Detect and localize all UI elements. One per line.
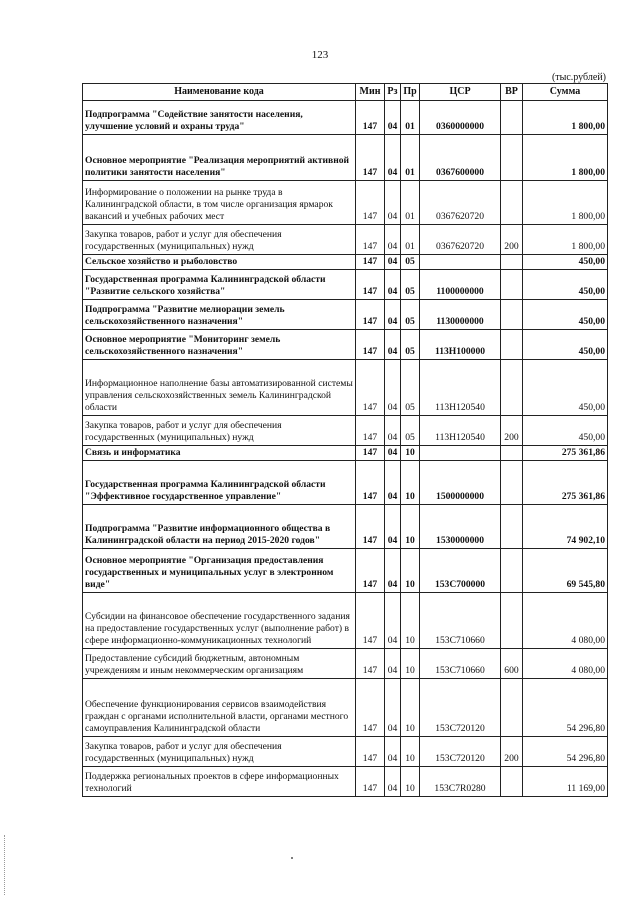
row-name: Информирование о положении на рынке труда в Калининградской области, в том числе организация ярмарок вакансий и учебных рабочих мест xyxy=(83,181,356,225)
table-row xyxy=(83,359,608,415)
row-sum: 1 800,00 xyxy=(523,225,608,255)
row-min: 147 xyxy=(356,445,385,460)
header-min: Мин xyxy=(356,84,385,101)
table-row xyxy=(83,548,608,592)
row-vr: 200 xyxy=(501,736,523,766)
row-vr xyxy=(501,460,523,504)
row-rz: 04 xyxy=(385,101,401,135)
row-sum: 450,00 xyxy=(523,299,608,329)
table-row xyxy=(83,299,608,329)
row-pr: 10 xyxy=(401,678,420,736)
row-min: 147 xyxy=(356,135,385,181)
units-label: (тыс.рублей) xyxy=(551,72,606,83)
row-min: 147 xyxy=(356,181,385,225)
row-sum: 450,00 xyxy=(523,329,608,359)
row-sum: 11 169,00 xyxy=(523,766,608,796)
row-vr xyxy=(501,299,523,329)
row-vr xyxy=(501,181,523,225)
row-sum: 1 800,00 xyxy=(523,181,608,225)
row-rz: 04 xyxy=(385,736,401,766)
row-vr xyxy=(501,255,523,270)
row-name: Государственная программа Калининградской области "Эффективное государственное управление" xyxy=(83,460,356,504)
row-pr: 10 xyxy=(401,445,420,460)
row-name: Основное мероприятие "Реализация мероприятий активной политики занятости населения" xyxy=(83,135,356,181)
row-vr xyxy=(501,504,523,548)
row-min: 147 xyxy=(356,329,385,359)
table-row xyxy=(83,181,608,225)
row-sum: 450,00 xyxy=(523,269,608,299)
row-rz: 04 xyxy=(385,359,401,415)
row-vr xyxy=(501,269,523,299)
row-rz: 04 xyxy=(385,548,401,592)
header-vr: ВР xyxy=(501,84,523,101)
row-vr xyxy=(501,359,523,415)
row-vr: 600 xyxy=(501,648,523,678)
row-rz: 04 xyxy=(385,329,401,359)
row-name: Связь и информатика xyxy=(83,445,356,460)
row-sum: 1 800,00 xyxy=(523,101,608,135)
row-csr: 0367600000 xyxy=(420,135,501,181)
row-rz: 04 xyxy=(385,225,401,255)
table-row xyxy=(83,445,608,460)
table-row xyxy=(83,255,608,270)
row-name: Основное мероприятие "Мониторинг земель сельскохозяйственного назначения" xyxy=(83,329,356,359)
row-min: 147 xyxy=(356,359,385,415)
row-rz: 04 xyxy=(385,445,401,460)
row-rz: 04 xyxy=(385,269,401,299)
row-min: 147 xyxy=(356,648,385,678)
row-rz: 04 xyxy=(385,678,401,736)
row-min: 147 xyxy=(356,299,385,329)
row-min: 147 xyxy=(356,269,385,299)
row-vr xyxy=(501,678,523,736)
row-pr: 05 xyxy=(401,299,420,329)
row-rz: 04 xyxy=(385,255,401,270)
row-name: Подпрограмма "Развитие мелиорации земель сельскохозяйственного назначения" xyxy=(83,299,356,329)
table-row xyxy=(83,135,608,181)
row-name: Закупка товаров, работ и услуг для обеспечения государственных (муниципальных) нужд xyxy=(83,225,356,255)
row-csr: 153С7R0280 xyxy=(420,766,501,796)
row-csr: 0360000000 xyxy=(420,101,501,135)
row-min: 147 xyxy=(356,592,385,648)
row-csr: 1500000000 xyxy=(420,460,501,504)
row-pr: 01 xyxy=(401,101,420,135)
row-csr: 153С710660 xyxy=(420,592,501,648)
row-pr: 10 xyxy=(401,460,420,504)
row-name: Предоставление субсидий бюджетным, автономным учреждениям и иным некоммерческим организациям xyxy=(83,648,356,678)
row-rz: 04 xyxy=(385,592,401,648)
table-row xyxy=(83,101,608,135)
row-csr: 153С720120 xyxy=(420,736,501,766)
row-csr: 1100000000 xyxy=(420,269,501,299)
row-pr: 10 xyxy=(401,766,420,796)
header-csr: ЦСР xyxy=(420,84,501,101)
row-pr: 10 xyxy=(401,648,420,678)
row-name: Информационное наполнение базы автоматизированной системы управления сельскохозяйственных земель Калининградской области xyxy=(83,359,356,415)
row-name: Основное мероприятие "Организация предоставления государственных и муниципальных услуг в электронном виде" xyxy=(83,548,356,592)
row-csr: 153С710660 xyxy=(420,648,501,678)
row-csr: 153С720120 xyxy=(420,678,501,736)
row-sum: 450,00 xyxy=(523,415,608,445)
row-min: 147 xyxy=(356,255,385,270)
row-csr: 113Н120540 xyxy=(420,415,501,445)
row-vr xyxy=(501,101,523,135)
row-csr: 113Н120540 xyxy=(420,359,501,415)
row-min: 147 xyxy=(356,736,385,766)
row-vr xyxy=(501,592,523,648)
row-min: 147 xyxy=(356,415,385,445)
row-pr: 10 xyxy=(401,504,420,548)
row-pr: 10 xyxy=(401,592,420,648)
row-min: 147 xyxy=(356,460,385,504)
table-row xyxy=(83,504,608,548)
row-min: 147 xyxy=(356,504,385,548)
row-pr: 01 xyxy=(401,225,420,255)
row-pr: 05 xyxy=(401,329,420,359)
row-rz: 04 xyxy=(385,766,401,796)
row-vr: 200 xyxy=(501,225,523,255)
row-sum: 69 545,80 xyxy=(523,548,608,592)
row-sum: 54 296,80 xyxy=(523,678,608,736)
row-vr xyxy=(501,766,523,796)
row-min: 147 xyxy=(356,678,385,736)
row-rz: 04 xyxy=(385,415,401,445)
row-min: 147 xyxy=(356,225,385,255)
header-name: Наименование кода xyxy=(83,84,356,101)
row-min: 147 xyxy=(356,766,385,796)
row-sum: 4 080,00 xyxy=(523,592,608,648)
table-row xyxy=(83,415,608,445)
row-rz: 04 xyxy=(385,181,401,225)
page-number: 123 xyxy=(311,49,329,61)
row-rz: 04 xyxy=(385,504,401,548)
row-csr: 1130000000 xyxy=(420,299,501,329)
row-pr: 05 xyxy=(401,269,420,299)
row-rz: 04 xyxy=(385,460,401,504)
row-name: Субсидии на финансовое обеспечение государственного задания на предоставление государственных услуг (выполнение работ) в сфере информационно-коммуникационных технологий xyxy=(83,592,356,648)
table-row xyxy=(83,329,608,359)
table-row xyxy=(83,269,608,299)
row-csr: 0367620720 xyxy=(420,225,501,255)
budget-table xyxy=(82,83,608,797)
row-min: 147 xyxy=(356,548,385,592)
row-csr: 113Н100000 xyxy=(420,329,501,359)
row-vr xyxy=(501,329,523,359)
row-sum: 4 080,00 xyxy=(523,648,608,678)
table-row xyxy=(83,678,608,736)
row-sum: 275 361,86 xyxy=(523,460,608,504)
row-rz: 04 xyxy=(385,648,401,678)
scan-edge-marks xyxy=(4,835,8,895)
row-pr: 05 xyxy=(401,359,420,415)
row-min: 147 xyxy=(356,101,385,135)
row-vr xyxy=(501,135,523,181)
row-rz: 04 xyxy=(385,135,401,181)
row-rz: 04 xyxy=(385,299,401,329)
row-name: Подпрограмма "Развитие информационного общества в Калининградской области на период 2015-2020 годов" xyxy=(83,504,356,548)
row-name: Поддержка региональных проектов в сфере информационных технологий xyxy=(83,766,356,796)
row-name: Закупка товаров, работ и услуг для обеспечения государственных (муниципальных) нужд xyxy=(83,736,356,766)
table-row xyxy=(83,766,608,796)
row-csr xyxy=(420,255,501,270)
row-pr: 10 xyxy=(401,548,420,592)
row-name: Подпрограмма "Содействие занятости населения, улучшение условий и охраны труда" xyxy=(83,101,356,135)
header-pr: Пр xyxy=(401,84,420,101)
table-row xyxy=(83,460,608,504)
row-vr xyxy=(501,445,523,460)
row-pr: 10 xyxy=(401,736,420,766)
table-header xyxy=(83,84,608,101)
row-csr xyxy=(420,445,501,460)
table-row xyxy=(83,592,608,648)
row-sum: 1 800,00 xyxy=(523,135,608,181)
row-sum: 74 902,10 xyxy=(523,504,608,548)
row-csr: 153С700000 xyxy=(420,548,501,592)
row-name: Сельское хозяйство и рыболовство xyxy=(83,255,356,270)
row-vr: 200 xyxy=(501,415,523,445)
scan-dot xyxy=(291,857,293,859)
row-sum: 275 361,86 xyxy=(523,445,608,460)
row-name: Обеспечение функционирования сервисов взаимодействия граждан с органами исполнительной власти, органами местного самоуправления Калининградской области xyxy=(83,678,356,736)
row-name: Закупка товаров, работ и услуг для обеспечения государственных (муниципальных) нужд xyxy=(83,415,356,445)
row-sum: 54 296,80 xyxy=(523,736,608,766)
row-csr: 0367620720 xyxy=(420,181,501,225)
header-rz: Рз xyxy=(385,84,401,101)
table-row xyxy=(83,736,608,766)
row-pr: 01 xyxy=(401,181,420,225)
header-sum: Сумма xyxy=(523,84,608,101)
table-row xyxy=(83,225,608,255)
row-name: Государственная программа Калининградской области "Развитие сельского хозяйства" xyxy=(83,269,356,299)
table-row xyxy=(83,648,608,678)
row-csr: 1530000000 xyxy=(420,504,501,548)
row-vr xyxy=(501,548,523,592)
row-sum: 450,00 xyxy=(523,359,608,415)
row-pr: 01 xyxy=(401,135,420,181)
row-pr: 05 xyxy=(401,255,420,270)
row-pr: 05 xyxy=(401,415,420,445)
row-sum: 450,00 xyxy=(523,255,608,270)
